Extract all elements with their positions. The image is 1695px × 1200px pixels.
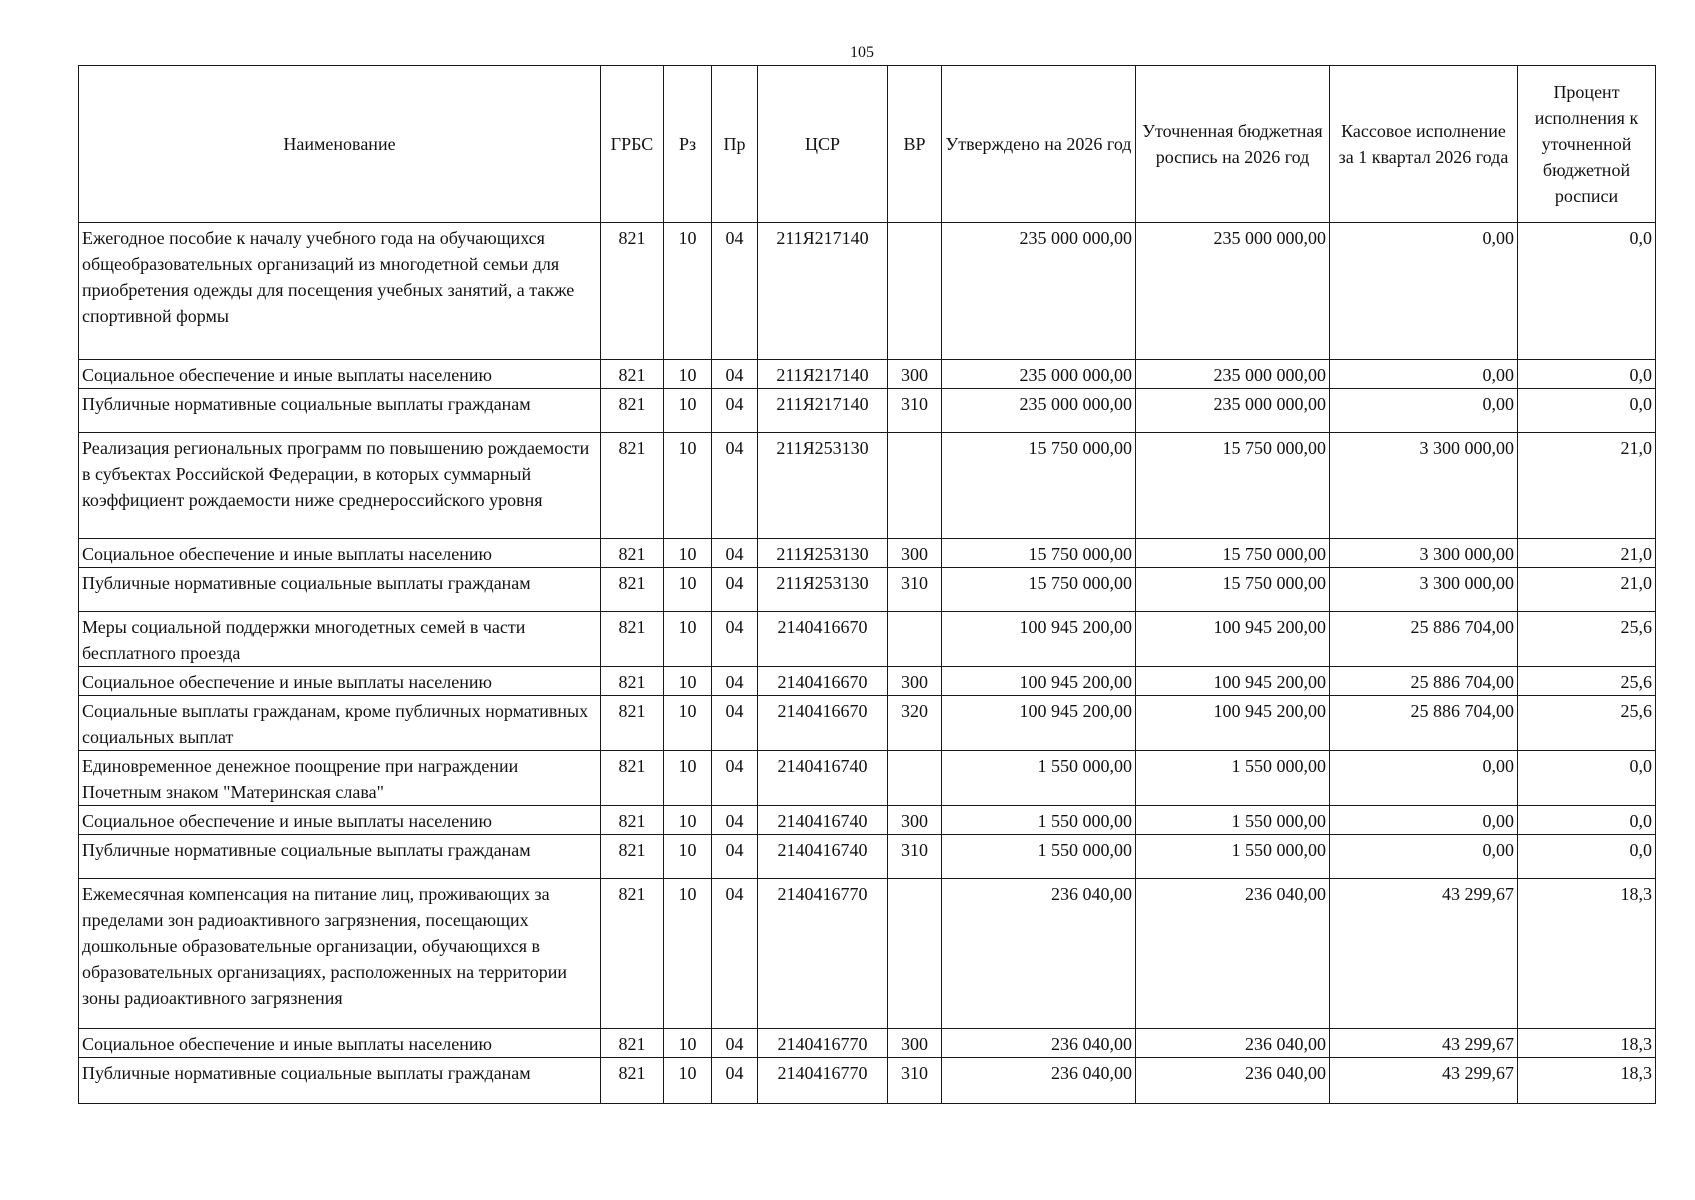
cell-percent: 0,0 (1518, 223, 1656, 360)
cell-refined: 15 750 000,00 (1136, 539, 1330, 568)
table-row (79, 806, 1656, 835)
header-refined: Уточненная бюджетная роспись на 2026 год (1136, 66, 1330, 223)
cell-percent: 21,0 (1518, 568, 1656, 612)
cell-vr: 300 (888, 1029, 942, 1058)
cell-vr: 310 (888, 568, 942, 612)
cell-csr: 211Я217140 (758, 223, 888, 360)
cell-rz: 10 (664, 835, 712, 879)
cell-grbs: 821 (601, 360, 664, 389)
cell-csr: 2140416670 (758, 696, 888, 751)
cell-approved: 100 945 200,00 (942, 696, 1136, 751)
cell-name: Единовременное денежное поощрение при награждении Почетным знаком "Материнская слава" (79, 751, 601, 806)
cell-pr: 04 (712, 389, 758, 433)
cell-refined: 235 000 000,00 (1136, 389, 1330, 433)
cell-pr: 04 (712, 1029, 758, 1058)
cell-cash: 43 299,67 (1330, 1029, 1518, 1058)
cell-cash: 25 886 704,00 (1330, 612, 1518, 667)
cell-percent: 21,0 (1518, 539, 1656, 568)
cell-cash: 0,00 (1330, 223, 1518, 360)
table-row (79, 1058, 1656, 1104)
cell-rz: 10 (664, 696, 712, 751)
cell-rz: 10 (664, 1058, 712, 1104)
header-approved: Утверждено на 2026 год (942, 66, 1136, 223)
cell-percent: 0,0 (1518, 751, 1656, 806)
table-row (79, 751, 1656, 806)
cell-percent: 25,6 (1518, 696, 1656, 751)
header-rz: Рз (664, 66, 712, 223)
cell-vr (888, 223, 942, 360)
cell-pr: 04 (712, 667, 758, 696)
cell-percent: 0,0 (1518, 389, 1656, 433)
table-row (79, 539, 1656, 568)
cell-approved: 1 550 000,00 (942, 751, 1136, 806)
table-row (79, 433, 1656, 539)
cell-vr: 300 (888, 667, 942, 696)
cell-csr: 2140416770 (758, 1058, 888, 1104)
cell-refined: 100 945 200,00 (1136, 612, 1330, 667)
header-cash: Кассовое исполнение за 1 квартал 2026 года (1330, 66, 1518, 223)
cell-vr (888, 612, 942, 667)
table-row (79, 568, 1656, 612)
cell-vr: 300 (888, 539, 942, 568)
cell-cash: 25 886 704,00 (1330, 667, 1518, 696)
cell-rz: 10 (664, 1029, 712, 1058)
cell-csr: 211Я253130 (758, 568, 888, 612)
cell-percent: 0,0 (1518, 806, 1656, 835)
cell-approved: 1 550 000,00 (942, 806, 1136, 835)
table-row (79, 223, 1656, 360)
cell-cash: 3 300 000,00 (1330, 433, 1518, 539)
cell-vr: 320 (888, 696, 942, 751)
cell-csr: 211Я253130 (758, 433, 888, 539)
header-name: Наименование (79, 66, 601, 223)
cell-pr: 04 (712, 806, 758, 835)
cell-vr (888, 879, 942, 1029)
cell-rz: 10 (664, 389, 712, 433)
cell-approved: 236 040,00 (942, 1029, 1136, 1058)
cell-grbs: 821 (601, 1058, 664, 1104)
table-row (79, 360, 1656, 389)
cell-name: Социальное обеспечение и иные выплаты населению (79, 539, 601, 568)
cell-approved: 100 945 200,00 (942, 667, 1136, 696)
cell-name: Социальное обеспечение и иные выплаты населению (79, 360, 601, 389)
cell-percent: 25,6 (1518, 612, 1656, 667)
cell-cash: 43 299,67 (1330, 1058, 1518, 1104)
cell-name: Социальное обеспечение и иные выплаты населению (79, 806, 601, 835)
cell-vr (888, 433, 942, 539)
cell-cash: 0,00 (1330, 389, 1518, 433)
cell-refined: 15 750 000,00 (1136, 568, 1330, 612)
cell-refined: 1 550 000,00 (1136, 806, 1330, 835)
cell-rz: 10 (664, 879, 712, 1029)
cell-rz: 10 (664, 612, 712, 667)
cell-approved: 15 750 000,00 (942, 433, 1136, 539)
cell-rz: 10 (664, 667, 712, 696)
cell-refined: 15 750 000,00 (1136, 433, 1330, 539)
cell-name: Публичные нормативные социальные выплаты гражданам (79, 568, 601, 612)
cell-approved: 15 750 000,00 (942, 539, 1136, 568)
cell-refined: 235 000 000,00 (1136, 223, 1330, 360)
cell-grbs: 821 (601, 433, 664, 539)
cell-grbs: 821 (601, 539, 664, 568)
cell-grbs: 821 (601, 806, 664, 835)
cell-refined: 1 550 000,00 (1136, 835, 1330, 879)
cell-cash: 0,00 (1330, 806, 1518, 835)
cell-percent: 0,0 (1518, 360, 1656, 389)
cell-percent: 18,3 (1518, 1058, 1656, 1104)
cell-name: Публичные нормативные социальные выплаты гражданам (79, 389, 601, 433)
cell-rz: 10 (664, 360, 712, 389)
cell-csr: 211Я253130 (758, 539, 888, 568)
header-pr: Пр (712, 66, 758, 223)
cell-name: Ежегодное пособие к началу учебного года на обучающихся общеобразовательных организаций из многодетной семьи для приобретения одежды для посещения учебных занятий, а также спортивной формы (79, 223, 601, 360)
cell-grbs: 821 (601, 667, 664, 696)
cell-percent: 18,3 (1518, 1029, 1656, 1058)
header-grbs: ГРБС (601, 66, 664, 223)
cell-grbs: 821 (601, 389, 664, 433)
page-number: 105 (850, 44, 874, 61)
cell-rz: 10 (664, 806, 712, 835)
cell-pr: 04 (712, 696, 758, 751)
cell-grbs: 821 (601, 835, 664, 879)
cell-name: Публичные нормативные социальные выплаты гражданам (79, 835, 601, 879)
header-vr: ВР (888, 66, 942, 223)
cell-name: Социальное обеспечение и иные выплаты населению (79, 667, 601, 696)
cell-grbs: 821 (601, 223, 664, 360)
cell-approved: 235 000 000,00 (942, 360, 1136, 389)
cell-name: Ежемесячная компенсация на питание лиц, проживающих за пределами зон радиоактивного загрязнения, посещающих дошкольные образовательные организации, обучающихся в образовательных организациях, расположенных на территории зоны радиоактивного загрязнения (79, 879, 601, 1029)
header-csr: ЦСР (758, 66, 888, 223)
cell-approved: 236 040,00 (942, 1058, 1136, 1104)
cell-percent: 21,0 (1518, 433, 1656, 539)
cell-refined: 236 040,00 (1136, 1058, 1330, 1104)
cell-percent: 0,0 (1518, 835, 1656, 879)
cell-csr: 2140416670 (758, 667, 888, 696)
cell-name: Социальное обеспечение и иные выплаты населению (79, 1029, 601, 1058)
cell-approved: 235 000 000,00 (942, 389, 1136, 433)
cell-pr: 04 (712, 879, 758, 1029)
cell-grbs: 821 (601, 568, 664, 612)
cell-vr: 300 (888, 806, 942, 835)
cell-approved: 15 750 000,00 (942, 568, 1136, 612)
cell-pr: 04 (712, 539, 758, 568)
cell-grbs: 821 (601, 612, 664, 667)
cell-vr: 310 (888, 389, 942, 433)
cell-csr: 2140416740 (758, 806, 888, 835)
table-row (79, 879, 1656, 1029)
table-body (79, 223, 1656, 1104)
cell-pr: 04 (712, 1058, 758, 1104)
cell-name: Публичные нормативные социальные выплаты гражданам (79, 1058, 601, 1104)
table-row (79, 835, 1656, 879)
cell-csr: 2140416770 (758, 1029, 888, 1058)
cell-pr: 04 (712, 751, 758, 806)
cell-csr: 211Я217140 (758, 360, 888, 389)
table-row (79, 1029, 1656, 1058)
header-row (79, 66, 1656, 223)
cell-cash: 25 886 704,00 (1330, 696, 1518, 751)
cell-cash: 3 300 000,00 (1330, 539, 1518, 568)
cell-refined: 236 040,00 (1136, 879, 1330, 1029)
cell-pr: 04 (712, 433, 758, 539)
cell-cash: 0,00 (1330, 835, 1518, 879)
cell-csr: 2140416740 (758, 751, 888, 806)
cell-refined: 100 945 200,00 (1136, 667, 1330, 696)
cell-refined: 236 040,00 (1136, 1029, 1330, 1058)
cell-pr: 04 (712, 835, 758, 879)
cell-approved: 1 550 000,00 (942, 835, 1136, 879)
cell-refined: 235 000 000,00 (1136, 360, 1330, 389)
cell-pr: 04 (712, 568, 758, 612)
cell-rz: 10 (664, 539, 712, 568)
cell-grbs: 821 (601, 1029, 664, 1058)
cell-approved: 235 000 000,00 (942, 223, 1136, 360)
cell-vr (888, 751, 942, 806)
cell-vr: 310 (888, 1058, 942, 1104)
cell-csr: 2140416740 (758, 835, 888, 879)
cell-refined: 100 945 200,00 (1136, 696, 1330, 751)
cell-approved: 236 040,00 (942, 879, 1136, 1029)
cell-rz: 10 (664, 433, 712, 539)
cell-grbs: 821 (601, 751, 664, 806)
cell-name: Меры социальной поддержки многодетных семей в части бесплатного проезда (79, 612, 601, 667)
header-percent: Процент исполнения к уточненной бюджетной росписи (1518, 66, 1656, 223)
cell-vr: 300 (888, 360, 942, 389)
cell-csr: 2140416770 (758, 879, 888, 1029)
cell-rz: 10 (664, 568, 712, 612)
cell-cash: 0,00 (1330, 360, 1518, 389)
table-row (79, 667, 1656, 696)
cell-csr: 211Я217140 (758, 389, 888, 433)
table-row (79, 696, 1656, 751)
cell-pr: 04 (712, 360, 758, 389)
cell-rz: 10 (664, 223, 712, 360)
cell-percent: 18,3 (1518, 879, 1656, 1029)
cell-grbs: 821 (601, 879, 664, 1029)
cell-refined: 1 550 000,00 (1136, 751, 1330, 806)
cell-name: Социальные выплаты гражданам, кроме публичных нормативных социальных выплат (79, 696, 601, 751)
cell-cash: 3 300 000,00 (1330, 568, 1518, 612)
budget-table (78, 65, 1656, 1104)
cell-cash: 0,00 (1330, 751, 1518, 806)
cell-rz: 10 (664, 751, 712, 806)
cell-cash: 43 299,67 (1330, 879, 1518, 1029)
table-row (79, 389, 1656, 433)
cell-csr: 2140416670 (758, 612, 888, 667)
cell-grbs: 821 (601, 696, 664, 751)
cell-pr: 04 (712, 612, 758, 667)
cell-percent: 25,6 (1518, 667, 1656, 696)
cell-vr: 310 (888, 835, 942, 879)
cell-name: Реализация региональных программ по повышению рождаемости в субъектах Российской Федерации, в которых суммарный коэффициент рождаемости ниже среднероссийского уровня (79, 433, 601, 539)
cell-approved: 100 945 200,00 (942, 612, 1136, 667)
cell-pr: 04 (712, 223, 758, 360)
table-row (79, 612, 1656, 667)
